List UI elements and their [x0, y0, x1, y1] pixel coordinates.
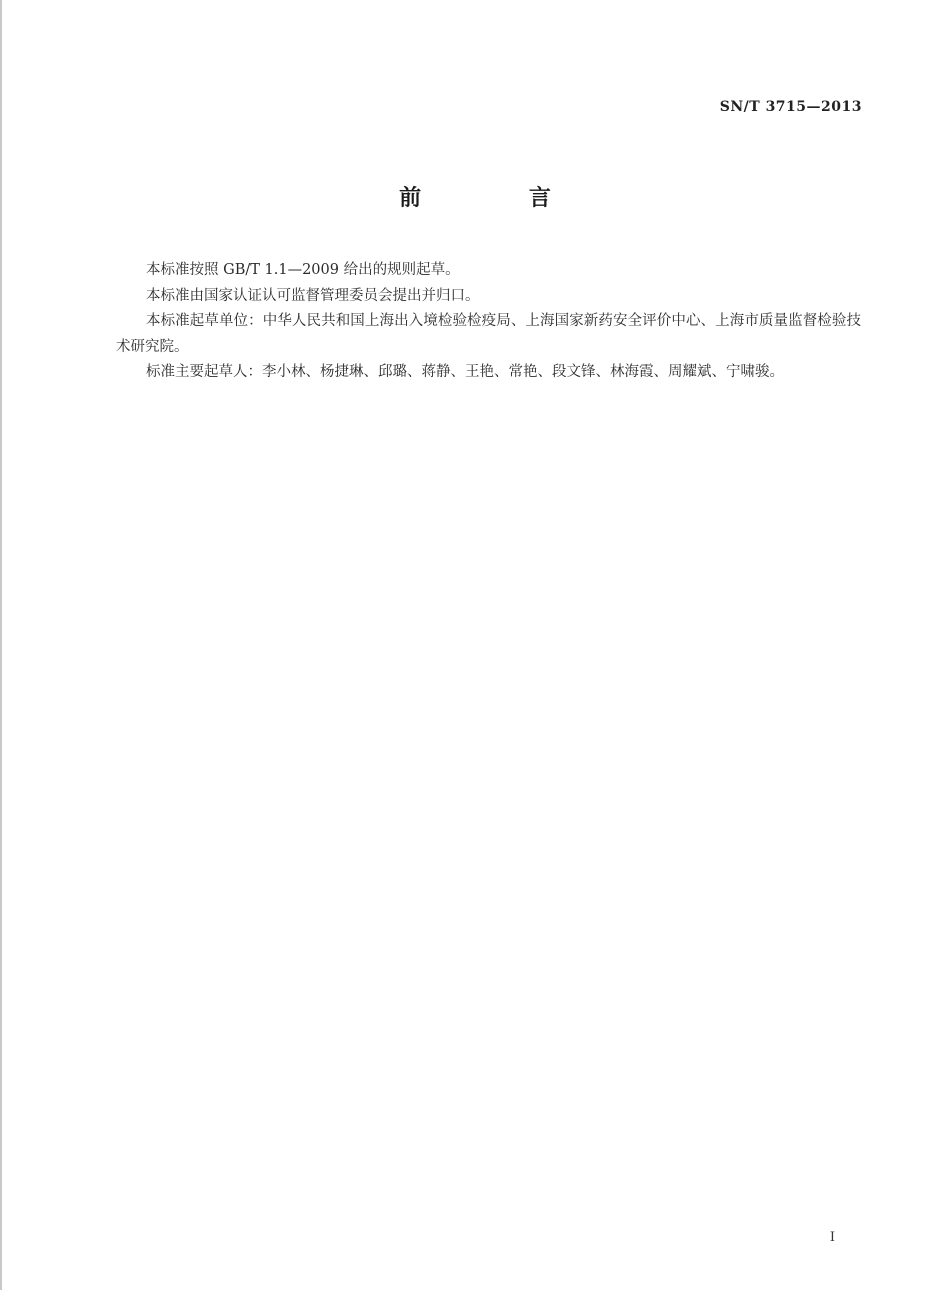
paragraph-drafting-rules: 本标准按照 GB/T 1.1—2009 给出的规则起草。	[146, 262, 460, 278]
paragraph-drafting-units: 本标准起草单位：中华人民共和国上海出入境检验检疫局、上海国家新药安全评价中心、上海市质量监督检验技术研究院。	[116, 313, 861, 355]
foreword-body	[116, 258, 861, 386]
page-number: I	[829, 1230, 835, 1245]
paragraph-drafters: 标准主要起草人：李小林、杨捷琳、邱璐、蒋静、王艳、常艳、段文锋、林海霞、周耀斌、宁啸骏。	[146, 364, 784, 380]
standard-code: SN/T 3715—2013	[719, 99, 862, 115]
page-title: 前 言	[399, 186, 601, 211]
paragraph-proposer: 本标准由国家认证认可监督管理委员会提出并归口。	[146, 287, 480, 304]
